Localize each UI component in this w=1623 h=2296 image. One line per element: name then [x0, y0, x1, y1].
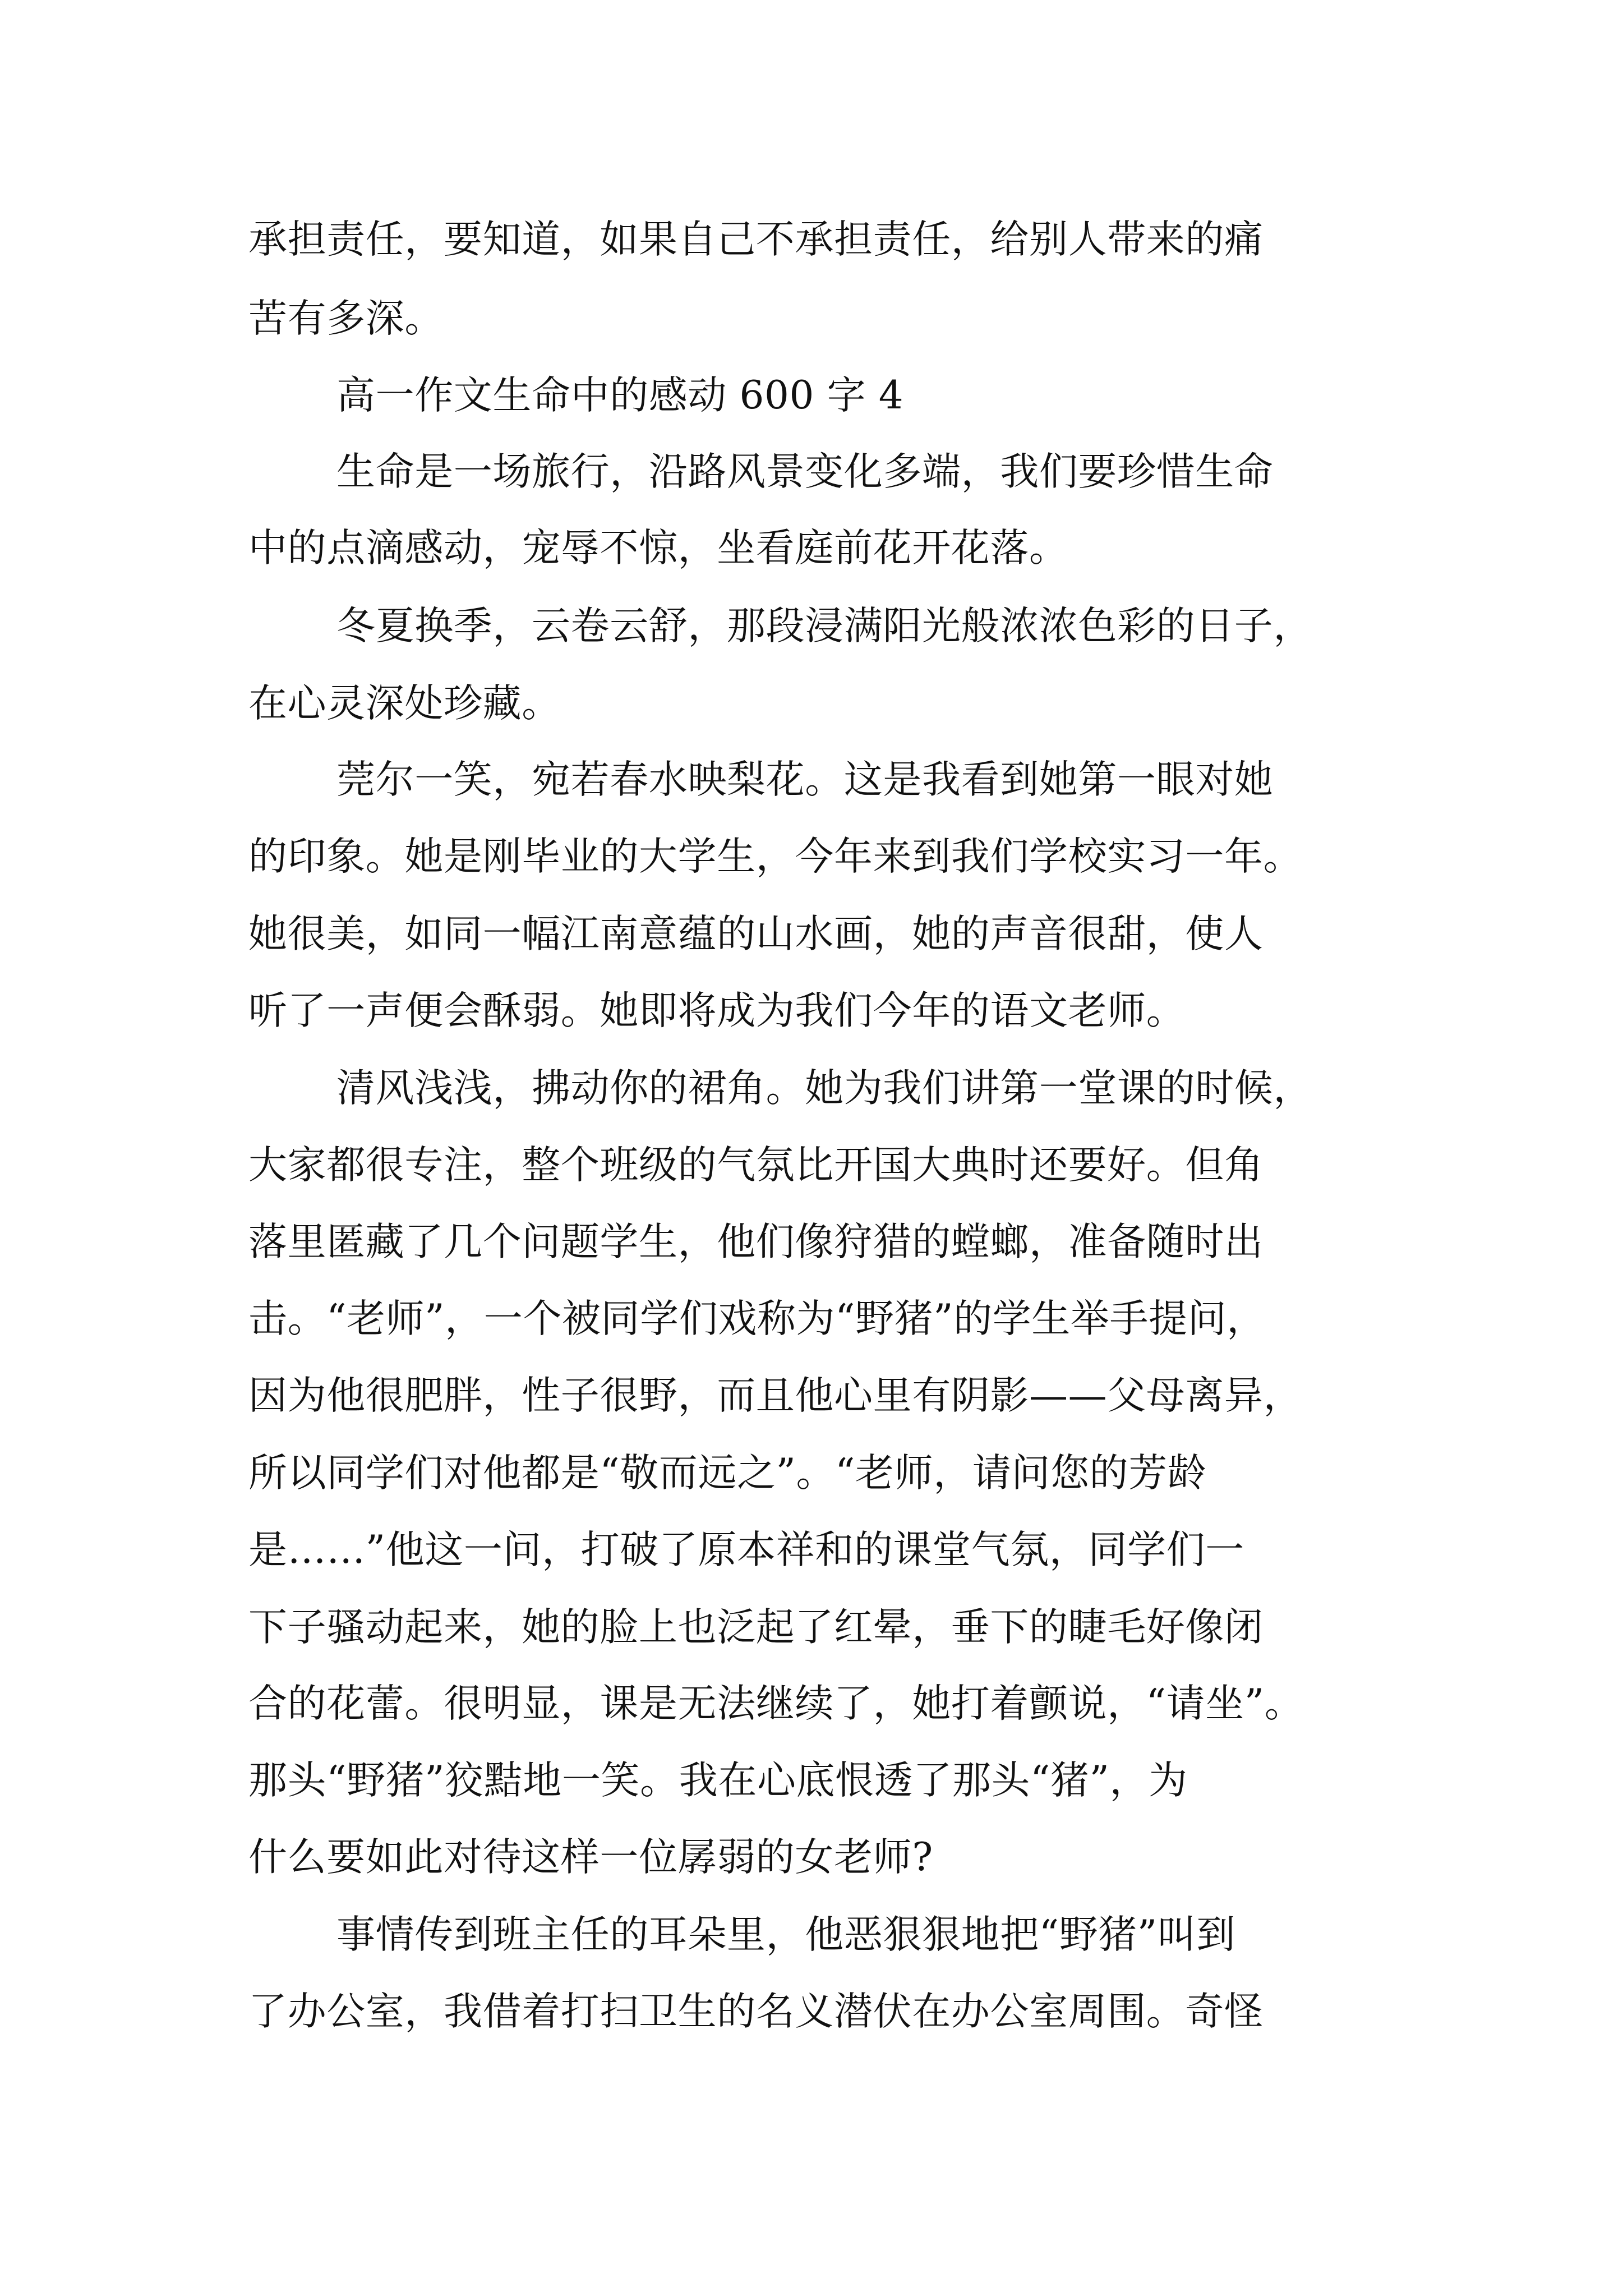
- text-line: 中的点滴感动，宠辱不惊，坐看庭前花开花落。: [248, 526, 1068, 570]
- text-line: 合的花蕾。很明显，课是无法继续了，她打着颤说，“请坐”。: [248, 1681, 1304, 1726]
- text-line: 在心灵深处珍藏。: [248, 681, 561, 726]
- text-line: 所以同学们对他都是“敬而远之”。“老师，请问您的芳龄: [248, 1451, 1207, 1496]
- text-line: 了办公室，我借着打扫卫生的名义潜伏在办公室周围。奇怪: [248, 1989, 1264, 2034]
- text-line: 莞尔一笑，宛若春水映梨花。这是我看到她第一眼对她: [336, 757, 1274, 802]
- text-line: 因为他很肥胖，性子很野，而且他心里有阴影——父母离异，: [248, 1373, 1303, 1418]
- text-line: 那头“野猪”狡黠地一笑。我在心底恨透了那头“猪”，为: [248, 1758, 1188, 1803]
- text-line: 下子骚动起来，她的脸上也泛起了红晕，垂下的睫毛好像闭: [248, 1605, 1264, 1650]
- section-heading: 高一作文生命中的感动 600 字 4: [336, 373, 904, 418]
- text-line: 她很美，如同一幅江南意蕴的山水画，她的声音很甜，使人: [248, 912, 1264, 956]
- text-line: 大家都很专注，整个班级的气氛比开国大典时还要好。但角: [248, 1143, 1264, 1188]
- text-line: 清风浅浅，拂动你的裙角。她为我们讲第一堂课的时候，: [336, 1066, 1312, 1111]
- text-line: 承担责任，要知道，如果自己不承担责任，给别人带来的痛: [248, 217, 1264, 262]
- text-line: 击。“老师”，一个被同学们戏称为“野猪”的学生举手提问，: [248, 1296, 1266, 1341]
- text-line: 听了一声便会酥弱。她即将成为我们今年的语文老师。: [248, 988, 1186, 1033]
- text-line: 什么要如此对待这样一位孱弱的女老师?: [248, 1835, 933, 1880]
- text-line: 冬夏换季，云卷云舒，那段浸满阳光般浓浓色彩的日子，: [336, 604, 1312, 648]
- text-line: 事情传到班主任的耳朵里，他恶狠狠地把“野猪”叫到: [336, 1912, 1235, 1957]
- text-line: 的印象。她是刚毕业的大学生，今年来到我们学校实习一年。: [248, 834, 1303, 879]
- text-line: 是……”他这一问，打破了原本祥和的课堂气氛，同学们一: [248, 1527, 1244, 1572]
- text-line: 生命是一场旅行，沿路风景变化多端，我们要珍惜生命: [336, 449, 1274, 494]
- text-line: 落里匿藏了几个问题学生，他们像狩猎的螳螂，准备随时出: [248, 1220, 1264, 1264]
- text-line: 苦有多深。: [248, 296, 444, 341]
